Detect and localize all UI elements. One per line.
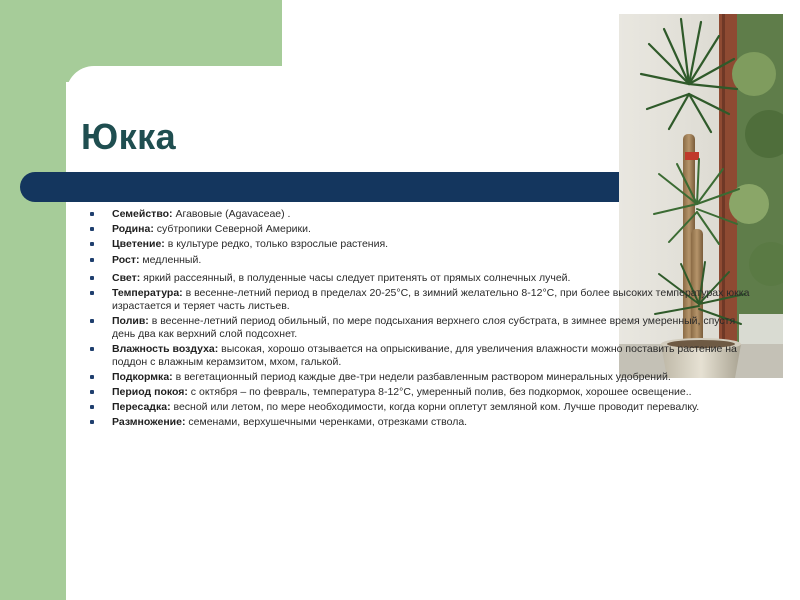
item-text: в вегетационный период каждые две-три недели разбавленным раствором минеральных удобрений. xyxy=(172,370,671,383)
item-label: Цветение: xyxy=(112,238,165,251)
bullet-icon xyxy=(90,347,94,351)
item-text: в культуре редко, только взрослые растения. xyxy=(164,238,389,251)
list-item-temperature xyxy=(90,287,750,312)
bullet-icon xyxy=(90,242,94,246)
list-item-propagation xyxy=(90,416,750,429)
item-label: Период покоя: xyxy=(112,385,188,398)
item-text: медленный. xyxy=(139,253,202,266)
bullet-icon xyxy=(90,212,94,216)
list-item-watering xyxy=(90,315,750,340)
list-item-origin xyxy=(90,223,750,236)
bullet-icon xyxy=(90,390,94,394)
item-label: Свет: xyxy=(112,272,141,285)
item-label: Семейство: xyxy=(112,208,173,220)
bullet-icon xyxy=(90,319,94,323)
facts-list xyxy=(90,208,750,431)
list-item-flowering xyxy=(90,238,750,251)
list-item-repotting xyxy=(90,401,750,414)
bullet-icon xyxy=(90,227,94,231)
item-label: Температура: xyxy=(112,287,183,300)
item-text: семенами, верхушечными черенками, отрезками ствола. xyxy=(185,416,468,429)
green-accent-band-left xyxy=(0,0,66,600)
list-item-fertilizing xyxy=(90,371,750,384)
list-item-growth xyxy=(90,254,750,267)
list-item-humidity xyxy=(90,343,750,368)
item-label: Родина: xyxy=(112,223,154,236)
item-label: Полив: xyxy=(112,315,149,328)
item-text: Агавовые (Agavaceae) . xyxy=(172,208,291,220)
bullet-icon xyxy=(90,420,94,424)
item-label: Размножение: xyxy=(112,416,186,429)
item-label: Влажность воздуха: xyxy=(112,342,219,355)
bullet-icon xyxy=(90,276,94,280)
item-text: весной или летом, по мере необходимости, когда корни оплетут земляной ком. Лучше проводит перевалку. xyxy=(170,401,700,414)
item-text: с октября – по февраль, температура 8-12°С, умеренный полив, без подкормок, хорошее освещение.. xyxy=(187,385,692,398)
item-label: Пересадка: xyxy=(112,401,171,414)
bullet-icon xyxy=(90,291,94,295)
item-text: в весенне-летний период в пределах 20-25°С, в зимний желательно 8-12°С, при более высоких температурах юкка израстается и теряет часть листьев. xyxy=(112,287,750,312)
item-label: Подкормка: xyxy=(112,370,173,383)
list-item-family xyxy=(90,208,750,221)
item-text: в весенне-летний период обильный, по мере подсыхания верхнего слоя субстрата, в зимнее время умеренный, спустя день два как верхний слой подсохнет. xyxy=(112,315,736,340)
bullet-icon xyxy=(90,405,94,409)
item-text: субтропики Северной Америки. xyxy=(153,223,311,236)
slide-title: Юкка xyxy=(81,116,177,157)
item-text: яркий рассеянный, в полуденные часы следует притенять от прямых солнечных лучей. xyxy=(140,272,571,285)
list-item-light xyxy=(90,272,750,285)
bullet-icon xyxy=(90,375,94,379)
bullet-icon xyxy=(90,258,94,262)
list-item-dormancy xyxy=(90,386,750,399)
item-text: высокая, хорошо отзывается на опрыскивание, для увеличения влажности можно поставить растение на поддон с влажным керамзитом, мхом, галькой. xyxy=(112,342,737,368)
item-label: Рост: xyxy=(112,253,140,266)
